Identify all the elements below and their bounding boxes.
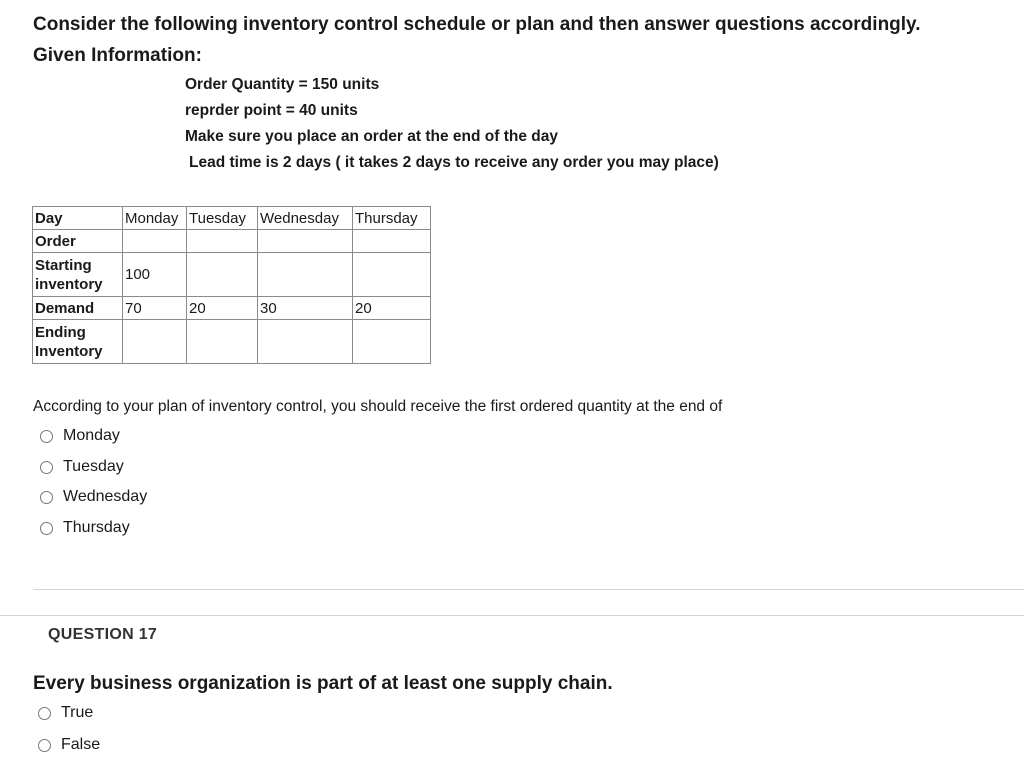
reorder-point-line: reprder point = 40 units xyxy=(185,102,358,119)
demand-cell: 30 xyxy=(258,297,353,320)
day-header-cell: Monday xyxy=(123,207,187,230)
demand-cell: 20 xyxy=(353,297,431,320)
row-label-order: Order xyxy=(33,230,123,253)
ending-inventory-cell xyxy=(123,320,187,364)
row-label-ending-inventory: Ending Inventory xyxy=(33,320,123,364)
order-cell xyxy=(187,230,258,253)
day-header-cell: Tuesday xyxy=(187,207,258,230)
starting-inventory-cell xyxy=(258,253,353,297)
order-cell xyxy=(123,230,187,253)
radio-button[interactable] xyxy=(38,707,51,720)
given-information-label: Given Information: xyxy=(33,45,202,66)
answer-option-thursday[interactable] xyxy=(40,519,130,537)
radio-button[interactable] xyxy=(40,430,53,443)
question-17-text: Every business organization is part of at least one supply chain. xyxy=(33,673,613,694)
demand-cell: 70 xyxy=(123,297,187,320)
starting-inventory-cell: 100 xyxy=(123,253,187,297)
question-17-number: QUESTION 17 xyxy=(48,626,158,643)
answer-option-tuesday[interactable] xyxy=(40,458,124,476)
section-divider xyxy=(33,589,1024,590)
option-label: True xyxy=(61,704,94,721)
ending-inventory-cell xyxy=(353,320,431,364)
option-label: Thursday xyxy=(63,519,130,536)
ending-inventory-cell xyxy=(187,320,258,364)
table-row xyxy=(33,253,431,297)
order-cell xyxy=(258,230,353,253)
question-16-text: According to your plan of inventory control, you should receive the first ordered quantity at the end of xyxy=(33,398,723,415)
table-row xyxy=(33,320,431,364)
answer-option-false[interactable] xyxy=(38,736,100,754)
starting-inventory-cell xyxy=(353,253,431,297)
day-header-cell: Wednesday xyxy=(258,207,353,230)
answer-option-monday[interactable] xyxy=(40,427,120,445)
demand-cell: 20 xyxy=(187,297,258,320)
radio-button[interactable] xyxy=(38,739,51,752)
row-label-demand: Demand xyxy=(33,297,123,320)
radio-button[interactable] xyxy=(40,522,53,535)
instructions-heading: Consider the following inventory control schedule or plan and then answer questions accordingly. xyxy=(33,14,921,35)
option-label: Tuesday xyxy=(63,458,124,475)
radio-button[interactable] xyxy=(40,491,53,504)
lead-time-line: Lead time is 2 days ( it takes 2 days to receive any order you may place) xyxy=(189,154,719,171)
option-label: False xyxy=(61,736,101,753)
inventory-schedule-table xyxy=(32,206,431,364)
ending-inventory-cell xyxy=(258,320,353,364)
table-row xyxy=(33,207,431,230)
starting-inventory-cell xyxy=(187,253,258,297)
answer-option-wednesday[interactable] xyxy=(40,488,147,506)
row-label-day: Day xyxy=(33,207,123,230)
order-timing-line: Make sure you place an order at the end of the day xyxy=(185,128,558,145)
option-label: Monday xyxy=(63,427,120,444)
order-quantity-line: Order Quantity = 150 units xyxy=(185,76,380,93)
order-cell xyxy=(353,230,431,253)
table-row xyxy=(33,297,431,320)
day-header-cell: Thursday xyxy=(353,207,431,230)
option-label: Wednesday xyxy=(63,488,148,505)
answer-option-true[interactable] xyxy=(38,704,93,722)
radio-button[interactable] xyxy=(40,461,53,474)
section-divider xyxy=(0,615,1024,616)
table-row xyxy=(33,230,431,253)
row-label-starting-inventory: Starting inventory xyxy=(33,253,123,297)
